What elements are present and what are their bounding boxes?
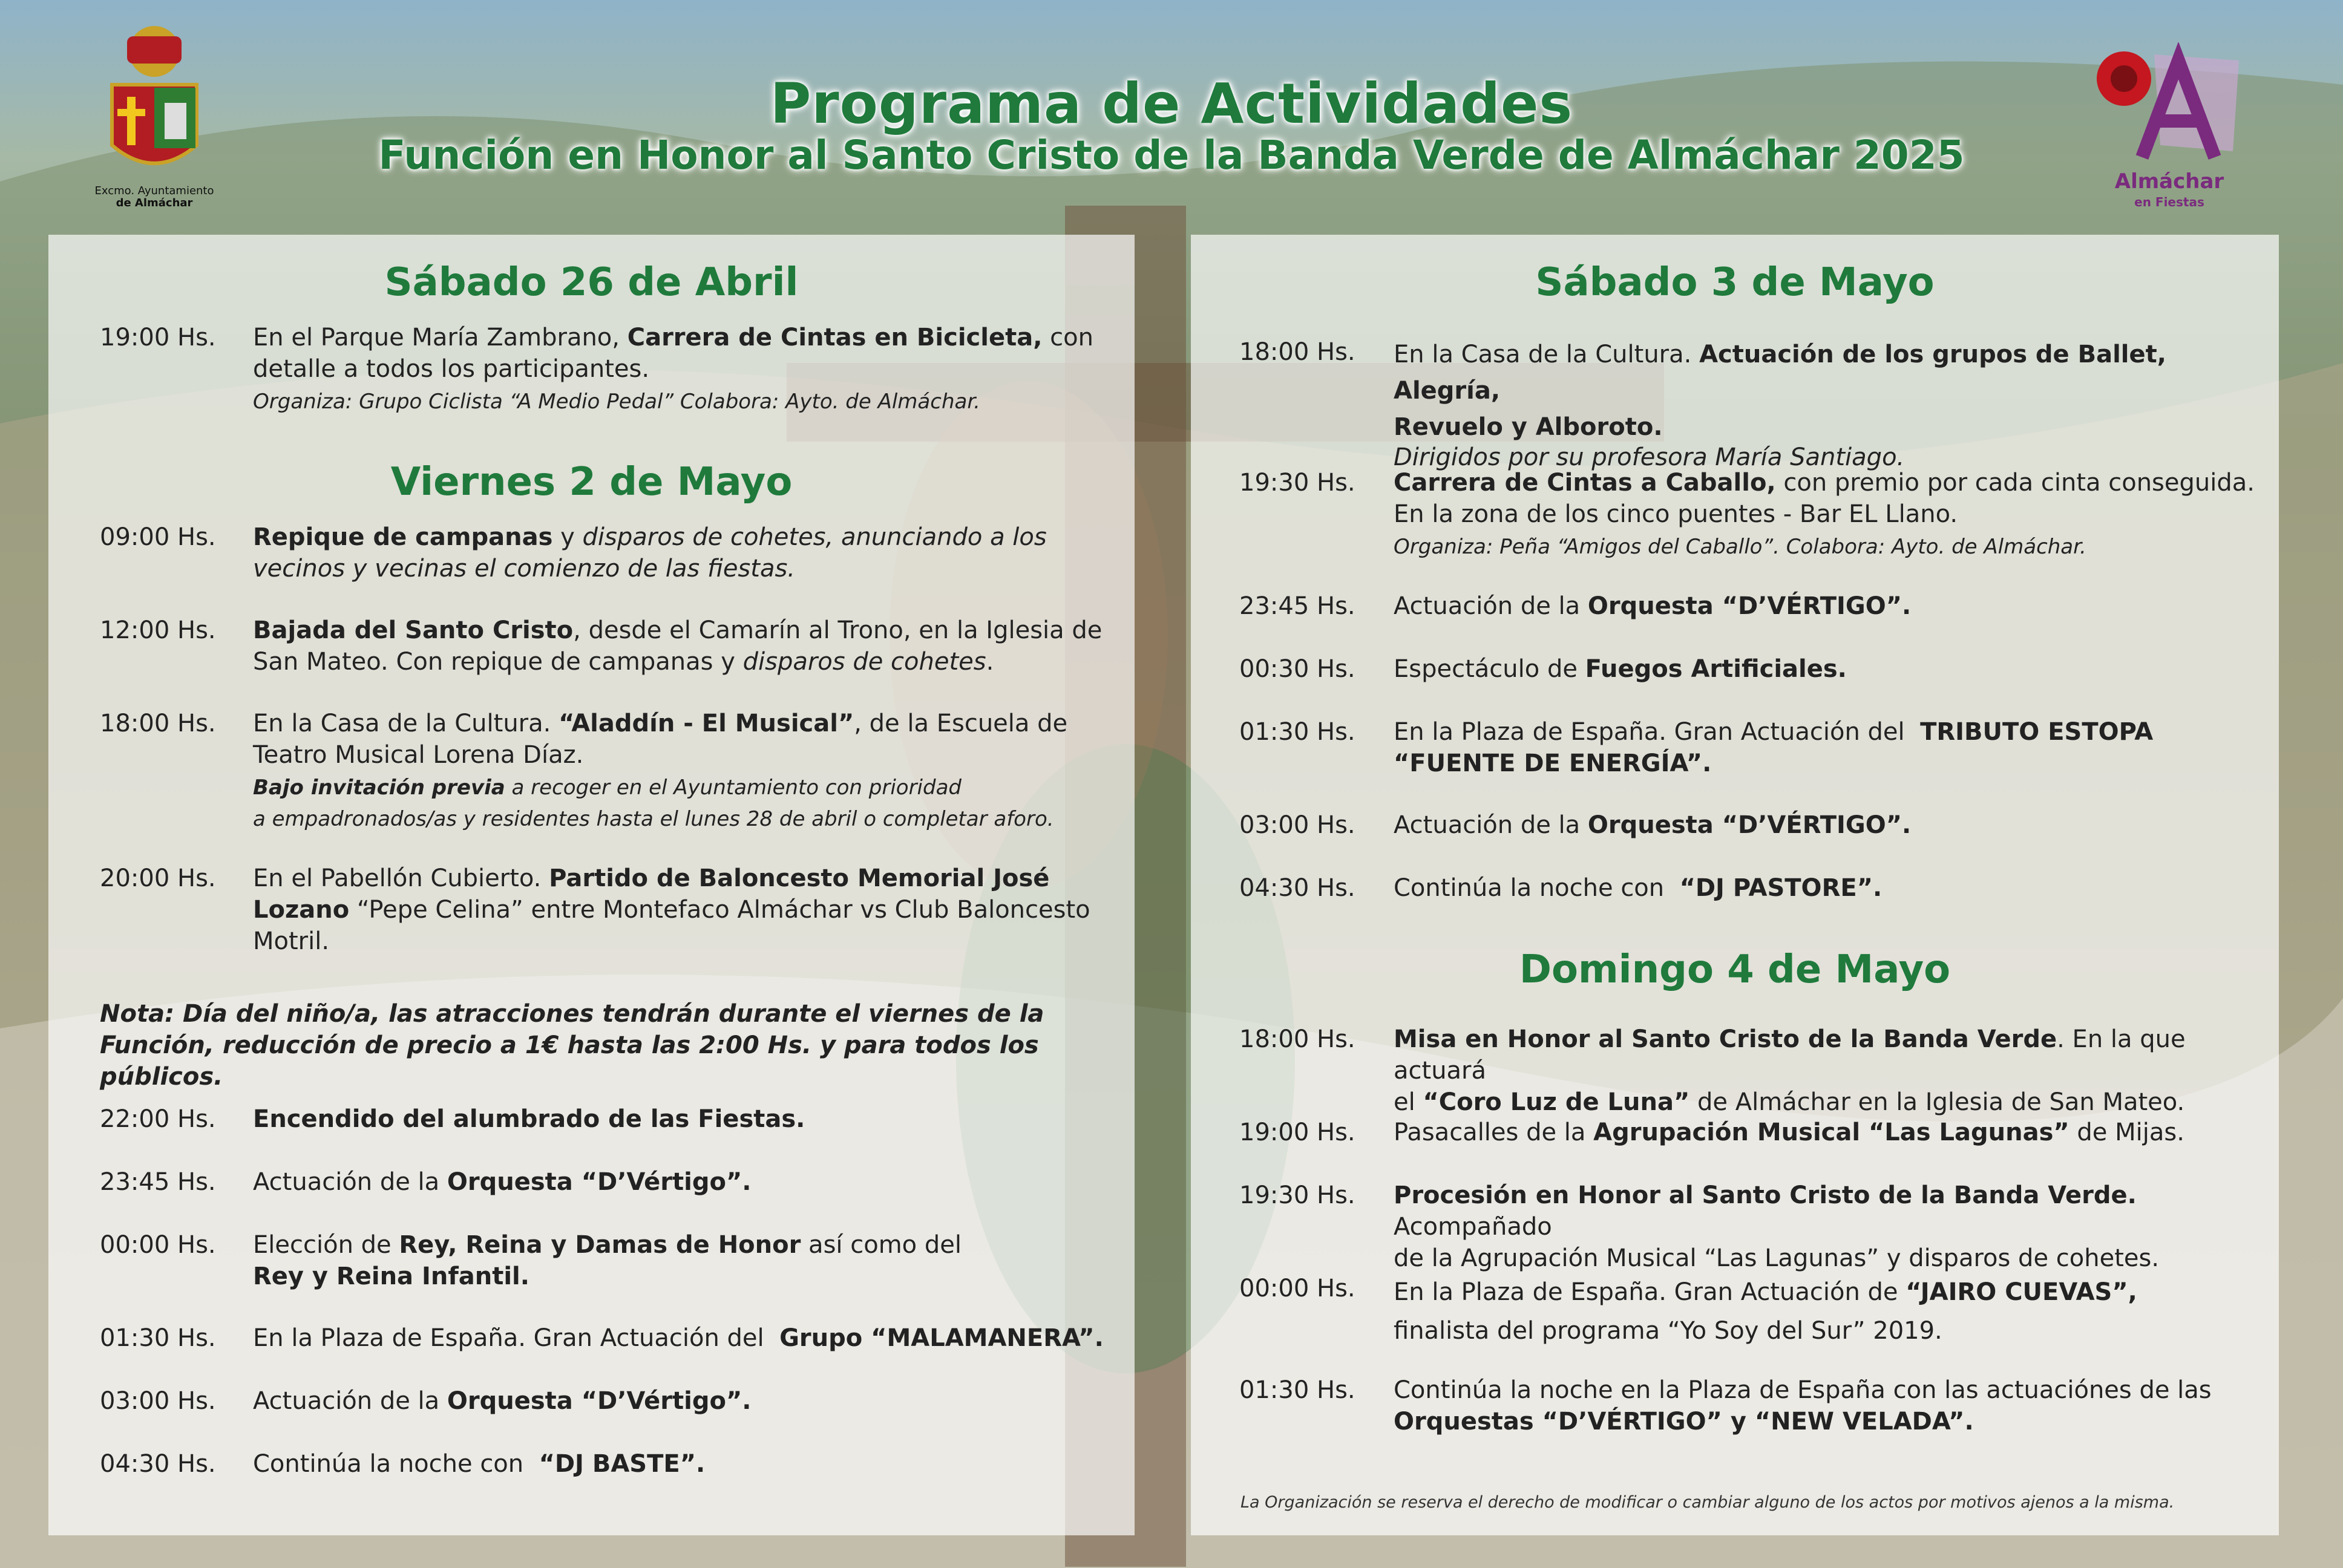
event-text-bold: Encendido del alumbrado de las Fiestas. [253,1105,805,1133]
day-heading-domingo-4: Domingo 4 de Mayo [1519,947,1951,992]
event-text: Actuación de la [1394,811,1588,839]
event-text-bold: Orquesta “D’Vértigo”. [447,1168,752,1196]
event-organizer: Organiza: Grupo Ciclista “A Medio Pedal” Colabora: Ayto. de Almáchar. [253,390,980,414]
event-time: 18:00 Hs. [1239,338,1355,366]
event-text-italic: a recoger en el Ayuntamiento con prioridad [505,776,962,800]
event-time: 04:30 Hs. [100,1450,216,1478]
event-text-bold: Bajada del Santo Cristo [253,616,574,644]
event-text: Elección de [253,1231,399,1259]
event-text-bold: Carrera de Cintas a Caballo, [1394,469,1776,497]
event-text: En el Pabellón Cubierto. [253,864,549,892]
event-text: Continúa la noche con [1394,874,1680,902]
disclaimer-footer: La Organización se reserva el derecho de modificar o cambiar alguno de los actos por motivos ajenos a la misma. [1240,1493,2175,1512]
event-time: 23:45 Hs. [1239,592,1355,620]
crest-caption-1: Excmo. Ayuntamiento [94,185,214,197]
day-heading-sabado-3: Sábado 3 de Mayo [1535,260,1935,305]
event-text-bold: Bajo invitación previa [253,776,505,800]
event-text: En la Casa de la Cultura. [253,710,559,737]
event-time: 19:30 Hs. [1239,1181,1355,1209]
event-text: Continúa la noche con [253,1450,539,1478]
event-time: 01:30 Hs. [100,1324,216,1352]
event-text: con [1042,324,1093,351]
event-time: 00:00 Hs. [1239,1275,1355,1302]
event-time: 04:30 Hs. [1239,874,1355,902]
page-title: Programa de Actividades [770,71,1573,136]
event-time: 03:00 Hs. [100,1387,216,1415]
event-text-bold: Carrera de Cintas en Bicicleta, [627,324,1043,351]
event-text: En la Plaza de España. Gran Actuación del [253,1324,780,1352]
event-text-bold: Lozano [253,896,350,924]
event-text: En la Plaza de España. Gran Actuación de [1394,1278,1906,1306]
event-text-italic: disparos de cohetes, anunciando a los [582,523,1047,551]
event-text-bold: Orquestas “D’VÉRTIGO” y “NEW VELADA”. [1394,1408,1974,1436]
event-text-bold: “Aladdín - El Musical” [559,710,854,737]
event-text-bold: Partido de Baloncesto Memorial José [549,864,1050,892]
event-text: Actuación de la [253,1168,447,1196]
event-text-italic: vecinos y vecinas el comienzo de las fiestas. [253,555,796,583]
event-time: 22:00 Hs. [100,1105,216,1133]
event-text: En el Parque María Zambrano, [253,324,628,351]
brand-text-1: Almáchar [2114,169,2224,194]
event-text-bold: “JAIRO CUEVAS”, [1906,1278,2137,1306]
event-text-italic: Dirigidos por su profesora María Santiago. [1394,443,1905,471]
event-text: Continúa la noche en la Plaza de España con las actuaciónes de las [1394,1376,2212,1404]
event-text: San Mateo. Con repique de campanas y [253,648,743,676]
event-text: de Mijas. [2069,1119,2184,1146]
event-time: 09:00 Hs. [100,523,216,551]
event-text-bold: Orquesta “D’Vértigo”. [447,1387,752,1415]
event-time: 19:00 Hs. [100,324,216,351]
event-text: Acompañado [1394,1213,1552,1241]
day-heading-sabado-26: Sábado 26 de Abril [384,260,799,305]
event-time: 19:00 Hs. [1239,1119,1355,1146]
brand-text-2: en Fiestas [2134,195,2204,209]
event-text-bold: Misa en Honor al Santo Cristo de la Banda Verde [1394,1025,2057,1053]
event-text: de la Agrupación Musical “Las Lagunas” y disparos de cohetes. [1394,1244,2160,1272]
event-time: 23:45 Hs. [100,1168,216,1196]
event-time: 18:00 Hs. [1239,1025,1355,1053]
event-text: Motril. [253,927,330,955]
event-text-italic: disparos de cohetes [742,648,986,676]
event-text-bold: Orquesta “D’VÉRTIGO”. [1587,811,1912,839]
event-text: Actuación de la [253,1387,447,1415]
event-text: , desde el Camarín al Trono, en la Iglesia de [573,616,1103,644]
day-heading-viernes-2: Viernes 2 de Mayo [390,460,793,505]
event-text-bold: TRIBUTO ESTOPA [1920,718,2154,746]
event-text: En la Plaza de España. Gran Actuación del [1394,718,1921,746]
event-time: 00:00 Hs. [100,1231,216,1259]
event-time: 12:00 Hs. [100,616,216,644]
event-text: En la Casa de la Cultura. [1394,341,1700,368]
event-text: de Almáchar en la Iglesia de San Mateo. [1689,1088,2185,1116]
crest-caption-2: de Almáchar [116,197,193,209]
event-text: el [1394,1088,1423,1116]
event-text: “Pepe Celina” entre Montefaco Almáchar vs Club Baloncesto [349,896,1090,924]
note-text [100,998,1129,1093]
event-text-bold: Rey y Reina Infantil. [253,1263,529,1290]
event-text: finalista del programa “Yo Soy del Sur” 2019. [1394,1317,1942,1345]
event-text-bold: “Coro Luz de Luna” [1423,1088,1690,1116]
note-line: Función, reducción de precio a 1€ hasta las 2:00 Hs. y para todos los públicos. [100,1031,1039,1091]
event-time: 20:00 Hs. [100,864,216,892]
event-text-bold: “DJ BASTE”. [539,1450,706,1478]
event-text: . [986,648,994,676]
event-text: Teatro Musical Lorena Díaz. [253,741,584,769]
event-time: 01:30 Hs. [1239,718,1355,746]
event-time: 03:00 Hs. [1239,811,1355,839]
event-text-bold: Grupo “MALAMANERA”. [779,1324,1104,1352]
event-text: Actuación de la [1394,592,1588,620]
event-organizer: Organiza: Peña “Amigos del Caballo”. Colabora: Ayto. de Almáchar. [1394,535,2086,559]
event-text-bold: “FUENTE DE ENERGÍA”. [1394,750,1712,777]
event-text-bold: “DJ PASTORE”. [1679,874,1883,902]
event-text-bold: Rey, Reina y Damas de Honor [399,1231,801,1259]
event-text-bold: Repique de campanas [253,523,553,551]
event-text: y [552,523,583,551]
event-text-bold: Revuelo y Alboroto. [1394,413,1663,441]
event-text: . En la que actuará [1394,1025,2186,1085]
event-time: 01:30 Hs. [1239,1376,1355,1404]
event-text-bold: Fuegos Artificiales. [1585,655,1847,683]
event-time: 18:00 Hs. [100,710,216,737]
event-text-bold: Agrupación Musical “Las Lagunas” [1593,1119,2069,1146]
event-time: 00:30 Hs. [1239,655,1355,683]
event-text: Pasacalles de la [1394,1119,1594,1146]
event-text: detalle a todos los participantes. [253,355,650,383]
event-text: Espectáculo de [1394,655,1585,683]
event-text-italic: a empadronados/as y residentes hasta el lunes 28 de abril o completar aforo. [253,807,1054,831]
event-text-bold: Procesión en Honor al Santo Cristo de la Banda Verde. [1394,1181,2137,1209]
event-text: , de la Escuela de [854,710,1068,737]
event-text: con premio por cada cinta conseguida. [1775,469,2255,497]
event-text-bold: Actuación de los grupos de Ballet, Alegría, [1394,341,2166,405]
event-text: En la zona de los cinco puentes - Bar EL Llano. [1394,500,1958,528]
note-line: Nota: Día del niño/a, las atracciones tendrán durante el viernes de la [100,1000,1044,1028]
event-time: 19:30 Hs. [1239,469,1355,497]
event-text: así como del [801,1231,962,1259]
page-subtitle: Función en Honor al Santo Cristo de la Banda Verde de Almáchar 2025 [378,132,1965,178]
event-text-bold: Orquesta “D’VÉRTIGO”. [1587,592,1912,620]
